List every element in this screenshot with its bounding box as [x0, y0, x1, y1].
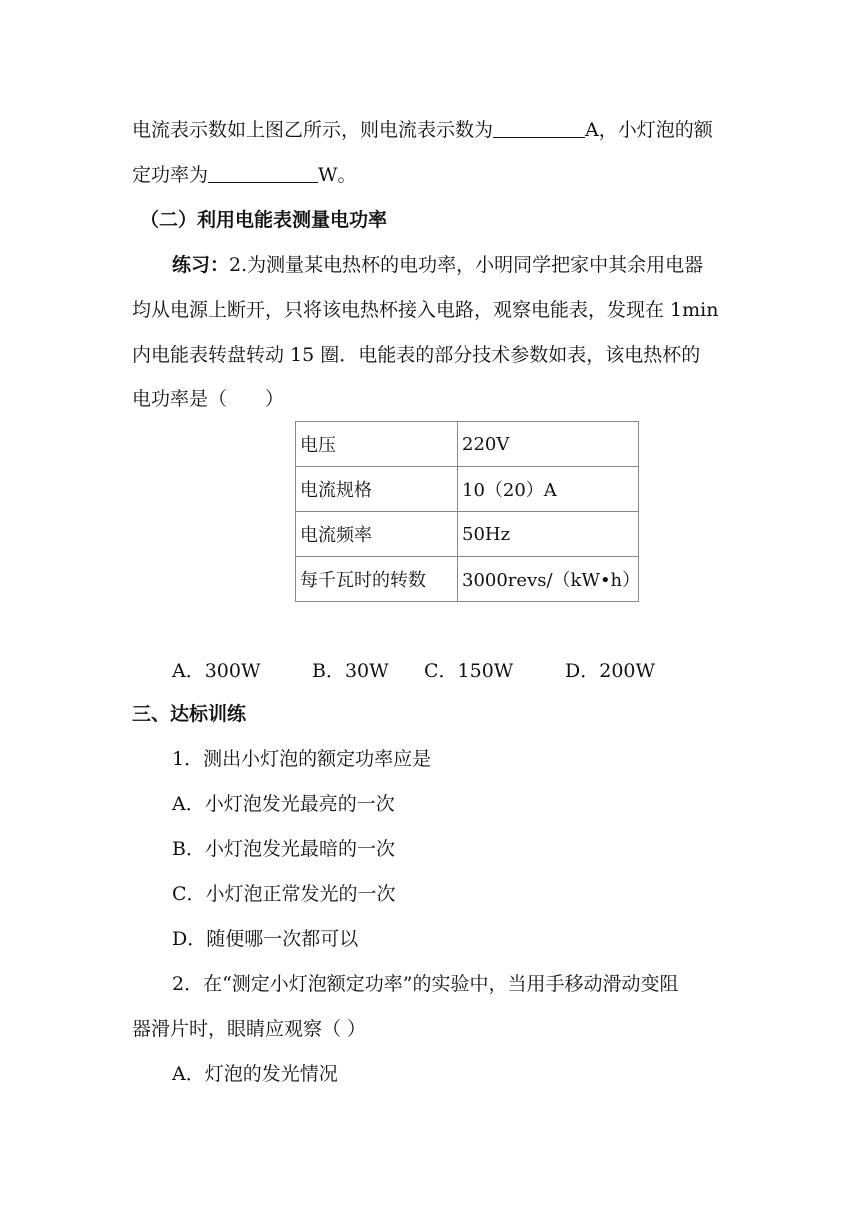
table-cell-value: 50Hz — [458, 512, 639, 557]
table-cell-key: 电流规格 — [296, 467, 458, 512]
q1-option-a[interactable]: A．小灯泡发光最亮的一次 — [172, 793, 395, 815]
table-cell-value: 220V — [458, 422, 639, 467]
exercise-line-1: 练习：2.为测量某电热杯的电功率，小明同学把家中其余用电器 — [172, 254, 704, 276]
q1-option-c[interactable]: C．小灯泡正常发光的一次 — [172, 883, 396, 905]
question-1: 1．测出小灯泡的额定功率应是 — [172, 748, 432, 770]
table-cell-value: 3000revs/（kW•h） — [458, 557, 639, 602]
option-b[interactable]: B．30W — [312, 660, 389, 682]
answer-blank-current[interactable] — [493, 117, 585, 138]
exercise-line-3: 内电能表转盘转动 15 圈．电能表的部分技术参数如表，该电热杯的 — [132, 344, 701, 366]
table-row — [296, 422, 639, 467]
question-2-line-1: 2．在“测定小灯泡额定功率”的实验中，当用手移动滑动变阻 — [172, 973, 679, 995]
option-a[interactable]: A．300W — [172, 660, 261, 682]
table-cell-key: 电流频率 — [296, 512, 458, 557]
option-d[interactable]: D．200W — [565, 660, 656, 682]
exercise-line-2: 均从电源上断开，只将该电热杯接入电路，观察电能表，发现在 1min — [132, 299, 719, 321]
exercise-line-4: 电功率是（ ） — [132, 388, 285, 410]
q1-option-b[interactable]: B．小灯泡发光最暗的一次 — [172, 838, 395, 860]
prev-question-line-2: 定功率为 W。 — [132, 164, 357, 186]
section-heading-training: 三、达标训练 — [132, 703, 247, 725]
prev-question-line-1: 电流表示数如上图乙所示，则电流表示数为 A，小灯泡的额 — [132, 119, 713, 141]
meter-spec-table — [295, 421, 639, 602]
exercise-label: 练习： — [172, 254, 230, 276]
q2-option-a[interactable]: A．灯泡的发光情况 — [172, 1063, 338, 1085]
table-row — [296, 512, 639, 557]
option-c[interactable]: C．150W — [424, 660, 514, 682]
table-cell-value: 10（20）A — [458, 467, 639, 512]
section-heading-energy-meter: （二）利用电能表测量电功率 — [140, 209, 388, 231]
q1-option-d[interactable]: D．随便哪一次都可以 — [172, 928, 359, 950]
table-cell-key: 每千瓦时的转数 — [296, 557, 458, 602]
table-cell-key: 电压 — [296, 422, 458, 467]
answer-blank-power[interactable] — [208, 162, 318, 183]
table-row — [296, 467, 639, 512]
table-row — [296, 557, 639, 602]
question-2-line-2: 器滑片时，眼睛应观察（ ） — [132, 1018, 367, 1040]
